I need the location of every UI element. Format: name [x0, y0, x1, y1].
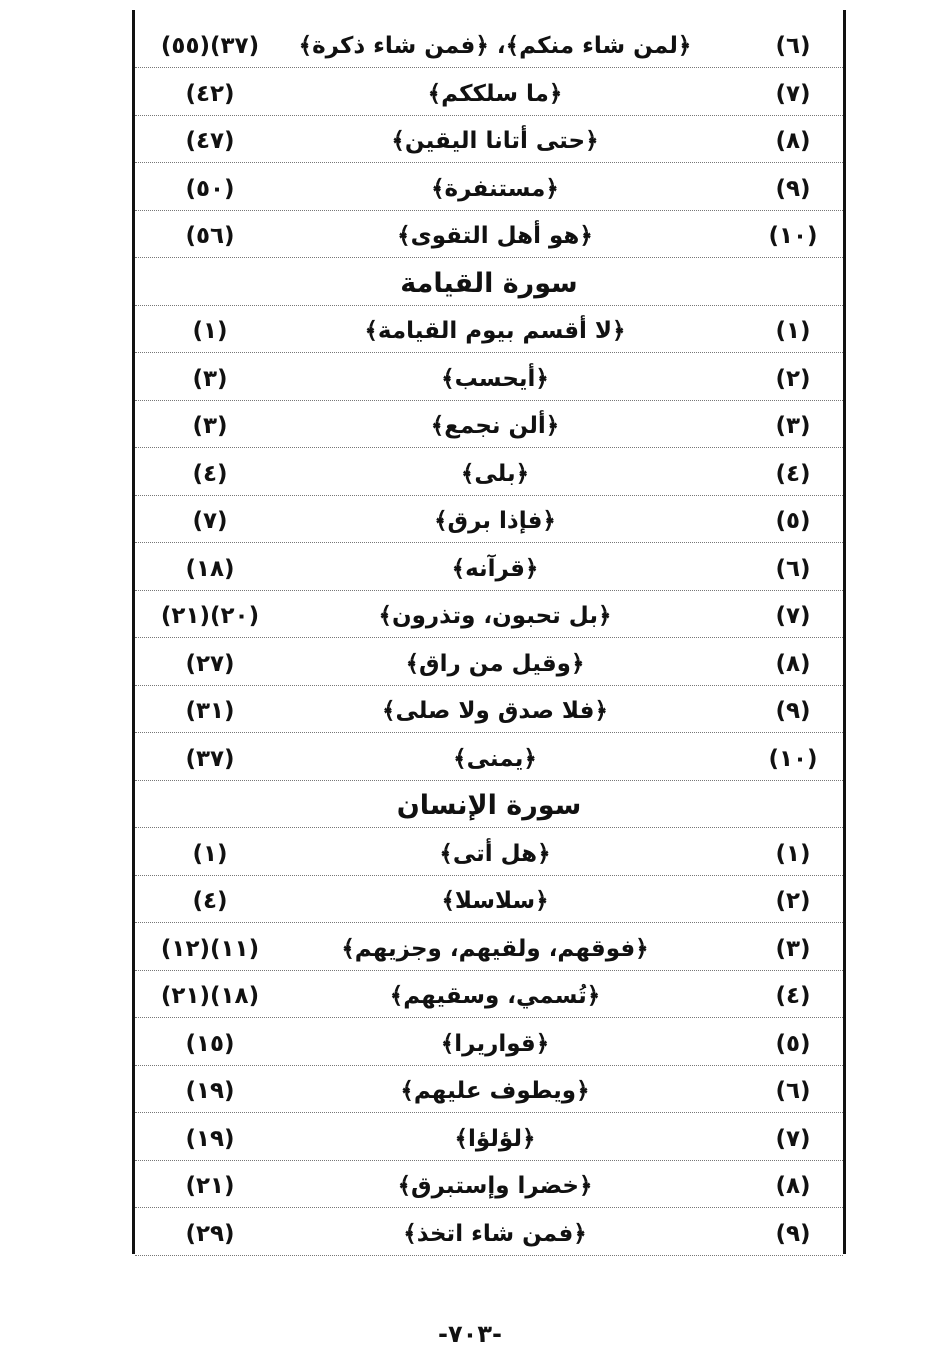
table-row: [135, 1209, 843, 1256]
entry-number: (١٠): [768, 223, 818, 249]
verse-reference: (٣): [192, 365, 228, 392]
quranic-word: ﴿حتى أتانا اليقين﴾: [391, 128, 599, 154]
verse-reference: (١١)(١٢): [160, 935, 260, 962]
table-row: [135, 1066, 843, 1113]
verse-reference: (١): [192, 318, 228, 344]
entry-number: (٨): [775, 650, 811, 677]
entry-number: (٣): [775, 935, 811, 962]
table-row: [135, 544, 843, 591]
entry-number: (٦): [775, 555, 811, 582]
quranic-word: ﴿هل أتى﴾: [439, 840, 551, 867]
table-row: [135, 734, 843, 781]
entry-number: (٧): [775, 603, 811, 629]
quranic-word: ﴿فمن شاء اتخذ﴾: [403, 1220, 587, 1247]
table-row: [135, 211, 843, 258]
entry-number: (٦): [775, 33, 811, 59]
verse-reference: (٥٠): [185, 175, 235, 202]
table-row: [135, 876, 843, 923]
verse-reference: (١٨): [185, 555, 235, 582]
entry-number: (٩): [775, 1220, 811, 1247]
table-row: [135, 1114, 843, 1161]
verse-reference: (٤): [192, 888, 228, 914]
verse-reference: (٣٧)(٥٥): [160, 33, 260, 59]
entry-number: (٩): [775, 698, 811, 724]
verse-reference: (١): [192, 840, 228, 867]
quranic-word: ﴿سلاسلا﴾: [441, 888, 549, 914]
verse-reference: (٢١): [185, 1173, 235, 1199]
entry-number: (٦): [775, 1078, 811, 1104]
surah-heading: سورة القيامة: [135, 259, 843, 306]
verse-reference: (٤٢): [185, 80, 235, 107]
verse-reference: (٢٧): [185, 650, 235, 677]
quranic-word: ﴿بل تحبون، وتذرون﴾: [378, 603, 612, 629]
table-row: [135, 354, 843, 401]
quranic-word: ﴿تُسمي، وسقيهم﴾: [389, 983, 601, 1009]
entry-number: (٥): [775, 508, 811, 534]
table-row: [135, 116, 843, 163]
table-row: [135, 971, 843, 1018]
verse-reference: (٤٧): [185, 128, 235, 154]
quranic-word: ﴿يمنى﴾: [453, 745, 537, 772]
verse-reference: (٤): [192, 460, 228, 487]
entry-number: (٣): [775, 413, 811, 439]
table-row: [135, 69, 843, 116]
quranic-word: ﴿لمن شاء منكم﴾، ﴿فمن شاء ذكرة﴾: [298, 33, 692, 59]
verse-reference: (١٨)(٢١): [160, 983, 260, 1009]
quranic-word: ﴿فلا صدق ولا صلى﴾: [382, 698, 608, 724]
entry-number: (٤): [775, 460, 811, 487]
quranic-word: ﴿أيحسب﴾: [441, 365, 549, 392]
page-number: -٧٠٣-: [438, 1320, 502, 1348]
table-row: [135, 401, 843, 448]
quranic-word: ﴿وقيل من راق﴾: [405, 650, 585, 677]
table-row: [135, 164, 843, 211]
entry-number: (٨): [775, 128, 811, 154]
table-row: [135, 829, 843, 876]
surah-heading: سورة الإنسان: [135, 781, 843, 828]
right-border-rule: [843, 10, 846, 1254]
verse-reference: (٢٠)(٢١): [160, 603, 260, 629]
quranic-word: ﴿مستنفرة﴾: [431, 175, 559, 202]
verse-reference: (٣٧): [185, 745, 235, 772]
quranic-word: ﴿قرآنه﴾: [451, 555, 539, 582]
entry-number: (١٠): [768, 745, 818, 772]
table-row: [135, 21, 843, 68]
quranic-word: ﴿ويطوف عليهم﴾: [400, 1078, 590, 1104]
entry-number: (٢): [775, 888, 811, 914]
entry-number: (١): [775, 318, 811, 344]
quranic-word: ﴿فإذا برق﴾: [434, 508, 556, 534]
verse-reference: (٥٦): [185, 223, 235, 249]
entry-number: (١): [775, 840, 811, 867]
entry-number: (٧): [775, 80, 811, 107]
entry-number: (٥): [775, 1030, 811, 1057]
table-row: [135, 1019, 843, 1066]
table-row: [135, 686, 843, 733]
quranic-word: ﴿لا أقسم بيوم القيامة﴾: [364, 318, 626, 344]
table-row: [135, 306, 843, 353]
quranic-word: ﴿لؤلؤا﴾: [454, 1125, 536, 1152]
table-row: [135, 924, 843, 971]
entry-number: (٨): [775, 1173, 811, 1199]
verse-reference: (٣١): [185, 698, 235, 724]
verse-reference: (٣): [192, 413, 228, 439]
table-row: [135, 496, 843, 543]
table-row: [135, 639, 843, 686]
verse-reference: (١٩): [185, 1078, 235, 1104]
entry-number: (٤): [775, 983, 811, 1009]
table-row: [135, 591, 843, 638]
quranic-word: ﴿فوقهم، ولقيهم، وجزيهم﴾: [341, 935, 649, 962]
quranic-word: ﴿ما سلككم﴾: [427, 80, 563, 107]
quranic-word: ﴿قواريرا﴾: [440, 1030, 550, 1057]
verse-reference: (١٩): [185, 1125, 235, 1152]
quranic-word: ﴿هو أهل التقوى﴾: [397, 223, 593, 249]
entry-number: (٧): [775, 1125, 811, 1152]
table-row: [135, 1161, 843, 1208]
verse-reference: (١٥): [185, 1030, 235, 1057]
quranic-word: ﴿خضرا وإستبرق﴾: [397, 1173, 593, 1199]
entry-number: (٢): [775, 365, 811, 392]
entry-number: (٩): [775, 175, 811, 202]
quranic-word: ﴿ألن نجمع﴾: [430, 413, 560, 439]
verse-reference: (٧): [192, 508, 228, 534]
quranic-word: ﴿بلى﴾: [460, 460, 530, 487]
verse-reference: (٢٩): [185, 1220, 235, 1247]
table-row: [135, 449, 843, 496]
